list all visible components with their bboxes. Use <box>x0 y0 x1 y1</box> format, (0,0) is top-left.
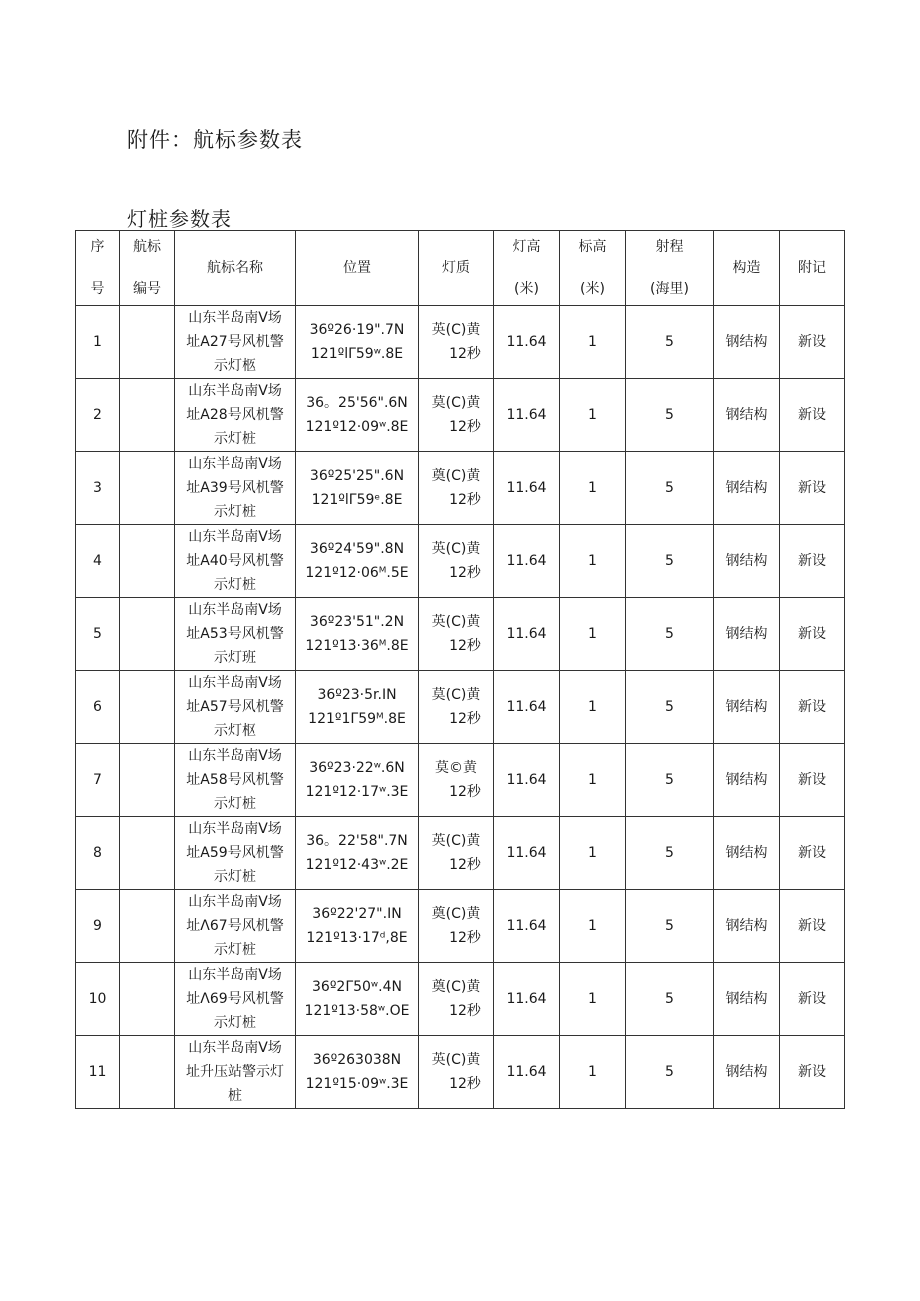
light-cell <box>419 890 494 963</box>
table-row <box>76 452 845 525</box>
mark-height-cell: 1 <box>560 744 626 817</box>
name-line: 山东半岛南V场 <box>188 529 282 545</box>
longitude: 121º12·17ʷ.3E <box>305 784 409 800</box>
remark-cell: 新设 <box>780 890 845 963</box>
header-remark: 附记 <box>780 231 845 306</box>
position-cell <box>296 598 419 671</box>
range-cell: 5 <box>626 817 714 890</box>
name-line: 址A28号风机警 <box>186 407 284 423</box>
latitude: 36º25'25".6N <box>309 468 405 484</box>
table-row <box>76 744 845 817</box>
longitude: 121ºlΓ59ᵉ.8E <box>311 492 403 508</box>
latitude: 36。22'58".7N <box>306 833 408 849</box>
table-row <box>76 817 845 890</box>
seq-cell: 2 <box>76 379 120 452</box>
name-line: 山东半岛南V场 <box>188 1040 282 1056</box>
latitude: 36º263038N <box>312 1052 402 1068</box>
light-period: 12秒 <box>449 784 481 800</box>
mark-height-cell: 1 <box>560 671 626 744</box>
name-line: 示灯桩 <box>214 942 256 958</box>
name-line: 址A27号风机警 <box>186 334 284 350</box>
light-height-cell: 11.64 <box>494 963 560 1036</box>
longitude: 121º13·17ᵈ,8E <box>306 930 408 946</box>
light-character: 莫©黄 <box>435 760 477 776</box>
light-period: 12秒 <box>449 857 481 873</box>
position-cell <box>296 744 419 817</box>
seq-cell: 5 <box>76 598 120 671</box>
structure-cell: 钢结构 <box>714 963 780 1036</box>
structure-cell: 钢结构 <box>714 1036 780 1109</box>
latitude: 36º23·22ʷ.6N <box>309 760 405 776</box>
table-row <box>76 598 845 671</box>
light-character: 奠(C)黄 <box>431 468 481 484</box>
name-line: 示灯班 <box>214 650 256 666</box>
light-beacon-parameter-table <box>75 230 845 1109</box>
name-line: 山东半岛南V场 <box>188 456 282 472</box>
seq-cell: 6 <box>76 671 120 744</box>
longitude: 121ºlΓ59ʷ.8E <box>310 346 404 362</box>
longitude: 121º12·43ʷ.2E <box>305 857 409 873</box>
light-character: 英(C)黄 <box>431 322 481 338</box>
structure-cell: 钢结构 <box>714 744 780 817</box>
table-body <box>76 306 845 1109</box>
structure-cell: 钢结构 <box>714 452 780 525</box>
mark-height-cell: 1 <box>560 817 626 890</box>
range-cell: 5 <box>626 306 714 379</box>
mark-height-cell: 1 <box>560 452 626 525</box>
latitude: 36º23'51".2N <box>309 614 405 630</box>
light-character: 奠(C)黄 <box>431 979 481 995</box>
code-cell <box>120 1036 175 1109</box>
table-header <box>76 231 845 306</box>
name-line: 山东半岛南V场 <box>188 675 282 691</box>
light-character: 莫(C)黄 <box>431 395 481 411</box>
light-character: 英(C)黄 <box>431 833 481 849</box>
light-character: 英(C)黄 <box>431 541 481 557</box>
light-cell <box>419 817 494 890</box>
name-line: 桩 <box>228 1088 242 1104</box>
light-character: 英(C)黄 <box>431 614 481 630</box>
table-row <box>76 671 845 744</box>
range-cell: 5 <box>626 379 714 452</box>
light-height-cell: 11.64 <box>494 379 560 452</box>
name-line: 示灯枢 <box>214 723 256 739</box>
position-cell <box>296 306 419 379</box>
latitude: 36º23·5r.IN <box>317 687 397 703</box>
code-cell <box>120 525 175 598</box>
light-cell <box>419 744 494 817</box>
name-line: 址A59号风机警 <box>186 845 284 861</box>
position-cell <box>296 379 419 452</box>
position-cell <box>296 525 419 598</box>
range-cell: 5 <box>626 452 714 525</box>
latitude: 36º24'59".8N <box>309 541 405 557</box>
structure-cell: 钢结构 <box>714 306 780 379</box>
header-light-height: 灯高 (米) <box>494 231 560 306</box>
mark-height-cell: 1 <box>560 1036 626 1109</box>
seq-cell: 10 <box>76 963 120 1036</box>
name-line: 址Λ67号风机警 <box>186 918 284 934</box>
seq-cell: 11 <box>76 1036 120 1109</box>
light-height-cell: 11.64 <box>494 525 560 598</box>
range-cell: 5 <box>626 1036 714 1109</box>
position-cell <box>296 452 419 525</box>
position-cell <box>296 890 419 963</box>
structure-cell: 钢结构 <box>714 379 780 452</box>
code-cell <box>120 598 175 671</box>
header-code: 航标 编号 <box>120 231 175 306</box>
header-range: 射程 (海里) <box>626 231 714 306</box>
longitude: 121º15·09ʷ.3E <box>305 1076 409 1092</box>
light-height-cell: 11.64 <box>494 817 560 890</box>
remark-cell: 新设 <box>780 744 845 817</box>
seq-cell: 9 <box>76 890 120 963</box>
light-height-cell: 11.64 <box>494 671 560 744</box>
light-character: 奠(C)黄 <box>431 906 481 922</box>
name-cell <box>175 744 296 817</box>
header-name: 航标名称 <box>175 231 296 306</box>
name-line: 山东半岛南V场 <box>188 967 282 983</box>
light-height-cell: 11.64 <box>494 890 560 963</box>
name-line: 址A53号风机警 <box>186 626 284 642</box>
table-row <box>76 963 845 1036</box>
light-cell <box>419 1036 494 1109</box>
code-cell <box>120 306 175 379</box>
range-cell: 5 <box>626 598 714 671</box>
name-line: 址Λ69号风机警 <box>186 991 284 1007</box>
mark-height-cell: 1 <box>560 963 626 1036</box>
name-line: 示灯桩 <box>214 504 256 520</box>
remark-cell: 新设 <box>780 452 845 525</box>
name-line: 示灯桩 <box>214 431 256 447</box>
name-line: 山东半岛南V场 <box>188 748 282 764</box>
header-light: 灯质 <box>419 231 494 306</box>
name-cell <box>175 525 296 598</box>
latitude: 36。25'56".6N <box>306 395 408 411</box>
name-cell <box>175 306 296 379</box>
longitude: 121º13·58ʷ.OE <box>304 1003 410 1019</box>
name-line: 山东半岛南V场 <box>188 383 282 399</box>
light-period: 12秒 <box>449 1076 481 1092</box>
seq-cell: 1 <box>76 306 120 379</box>
mark-height-cell: 1 <box>560 525 626 598</box>
code-cell <box>120 379 175 452</box>
longitude: 121º1Γ59ᴹ.8E <box>308 711 406 727</box>
name-line: 山东半岛南V场 <box>188 310 282 326</box>
remark-cell: 新设 <box>780 671 845 744</box>
header-structure: 构造 <box>714 231 780 306</box>
page-title: 附件：航标参数表 <box>127 128 303 152</box>
position-cell <box>296 671 419 744</box>
structure-cell: 钢结构 <box>714 817 780 890</box>
light-character: 英(C)黄 <box>431 1052 481 1068</box>
light-cell <box>419 963 494 1036</box>
name-cell <box>175 598 296 671</box>
light-cell <box>419 379 494 452</box>
range-cell: 5 <box>626 671 714 744</box>
remark-cell: 新设 <box>780 525 845 598</box>
name-line: 址A58号风机警 <box>186 772 284 788</box>
table-row <box>76 306 845 379</box>
name-line: 山东半岛南V场 <box>188 821 282 837</box>
table-row <box>76 525 845 598</box>
longitude: 121º13·36ᴹ.8E <box>305 638 409 654</box>
name-cell <box>175 963 296 1036</box>
position-cell <box>296 817 419 890</box>
code-cell <box>120 817 175 890</box>
seq-cell: 7 <box>76 744 120 817</box>
light-period: 12秒 <box>449 565 481 581</box>
name-line: 示灯桩 <box>214 1015 256 1031</box>
range-cell: 5 <box>626 890 714 963</box>
name-line: 山东半岛南V场 <box>188 894 282 910</box>
header-seq: 序 号 <box>76 231 120 306</box>
mark-height-cell: 1 <box>560 379 626 452</box>
name-line: 示灯桩 <box>214 869 256 885</box>
range-cell: 5 <box>626 525 714 598</box>
light-height-cell: 11.64 <box>494 452 560 525</box>
light-height-cell: 11.64 <box>494 1036 560 1109</box>
name-line: 址升压站警示灯 <box>186 1064 284 1080</box>
name-line: 示灯桩 <box>214 796 256 812</box>
latitude: 36º26·19".7N <box>309 322 405 338</box>
light-height-cell: 11.64 <box>494 306 560 379</box>
light-cell <box>419 452 494 525</box>
remark-cell: 新设 <box>780 379 845 452</box>
longitude: 121º12·06ᴹ.5E <box>305 565 409 581</box>
name-cell <box>175 452 296 525</box>
light-cell <box>419 598 494 671</box>
name-cell <box>175 890 296 963</box>
name-cell <box>175 1036 296 1109</box>
name-line: 山东半岛南V场 <box>188 602 282 618</box>
mark-height-cell: 1 <box>560 306 626 379</box>
name-cell <box>175 671 296 744</box>
header-mark-height: 标高 (米) <box>560 231 626 306</box>
light-cell <box>419 525 494 598</box>
code-cell <box>120 671 175 744</box>
structure-cell: 钢结构 <box>714 525 780 598</box>
remark-cell: 新设 <box>780 817 845 890</box>
mark-height-cell: 1 <box>560 598 626 671</box>
name-cell <box>175 379 296 452</box>
range-cell: 5 <box>626 744 714 817</box>
seq-cell: 8 <box>76 817 120 890</box>
remark-cell: 新设 <box>780 1036 845 1109</box>
name-line: 址A57号风机警 <box>186 699 284 715</box>
latitude: 36º22'27".IN <box>312 906 402 922</box>
structure-cell: 钢结构 <box>714 598 780 671</box>
name-line: 示灯柩 <box>214 358 256 374</box>
code-cell <box>120 744 175 817</box>
table-row <box>76 379 845 452</box>
light-period: 12秒 <box>449 1003 481 1019</box>
light-cell <box>419 306 494 379</box>
light-period: 12秒 <box>449 711 481 727</box>
name-cell <box>175 817 296 890</box>
name-line: 址A40号风机警 <box>186 553 284 569</box>
longitude: 121º12·09ʷ.8E <box>305 419 409 435</box>
seq-cell: 4 <box>76 525 120 598</box>
position-cell <box>296 963 419 1036</box>
table-row <box>76 890 845 963</box>
light-character: 莫(C)黄 <box>431 687 481 703</box>
light-period: 12秒 <box>449 930 481 946</box>
structure-cell: 钢结构 <box>714 890 780 963</box>
light-period: 12秒 <box>449 419 481 435</box>
code-cell <box>120 963 175 1036</box>
remark-cell: 新设 <box>780 306 845 379</box>
latitude: 36º2Γ50ʷ.4N <box>312 979 402 995</box>
name-line: 址A39号风机警 <box>186 480 284 496</box>
code-cell <box>120 452 175 525</box>
light-period: 12秒 <box>449 346 481 362</box>
structure-cell: 钢结构 <box>714 671 780 744</box>
header-position: 位置 <box>296 231 419 306</box>
table-row <box>76 1036 845 1109</box>
light-cell <box>419 671 494 744</box>
light-height-cell: 11.64 <box>494 598 560 671</box>
remark-cell: 新设 <box>780 963 845 1036</box>
light-period: 12秒 <box>449 638 481 654</box>
code-cell <box>120 890 175 963</box>
light-period: 12秒 <box>449 492 481 508</box>
name-line: 示灯桩 <box>214 577 256 593</box>
header-row <box>76 231 845 306</box>
position-cell <box>296 1036 419 1109</box>
remark-cell: 新设 <box>780 598 845 671</box>
light-height-cell: 11.64 <box>494 744 560 817</box>
seq-cell: 3 <box>76 452 120 525</box>
range-cell: 5 <box>626 963 714 1036</box>
mark-height-cell: 1 <box>560 890 626 963</box>
table-caption: 灯桩参数表 <box>127 207 232 231</box>
